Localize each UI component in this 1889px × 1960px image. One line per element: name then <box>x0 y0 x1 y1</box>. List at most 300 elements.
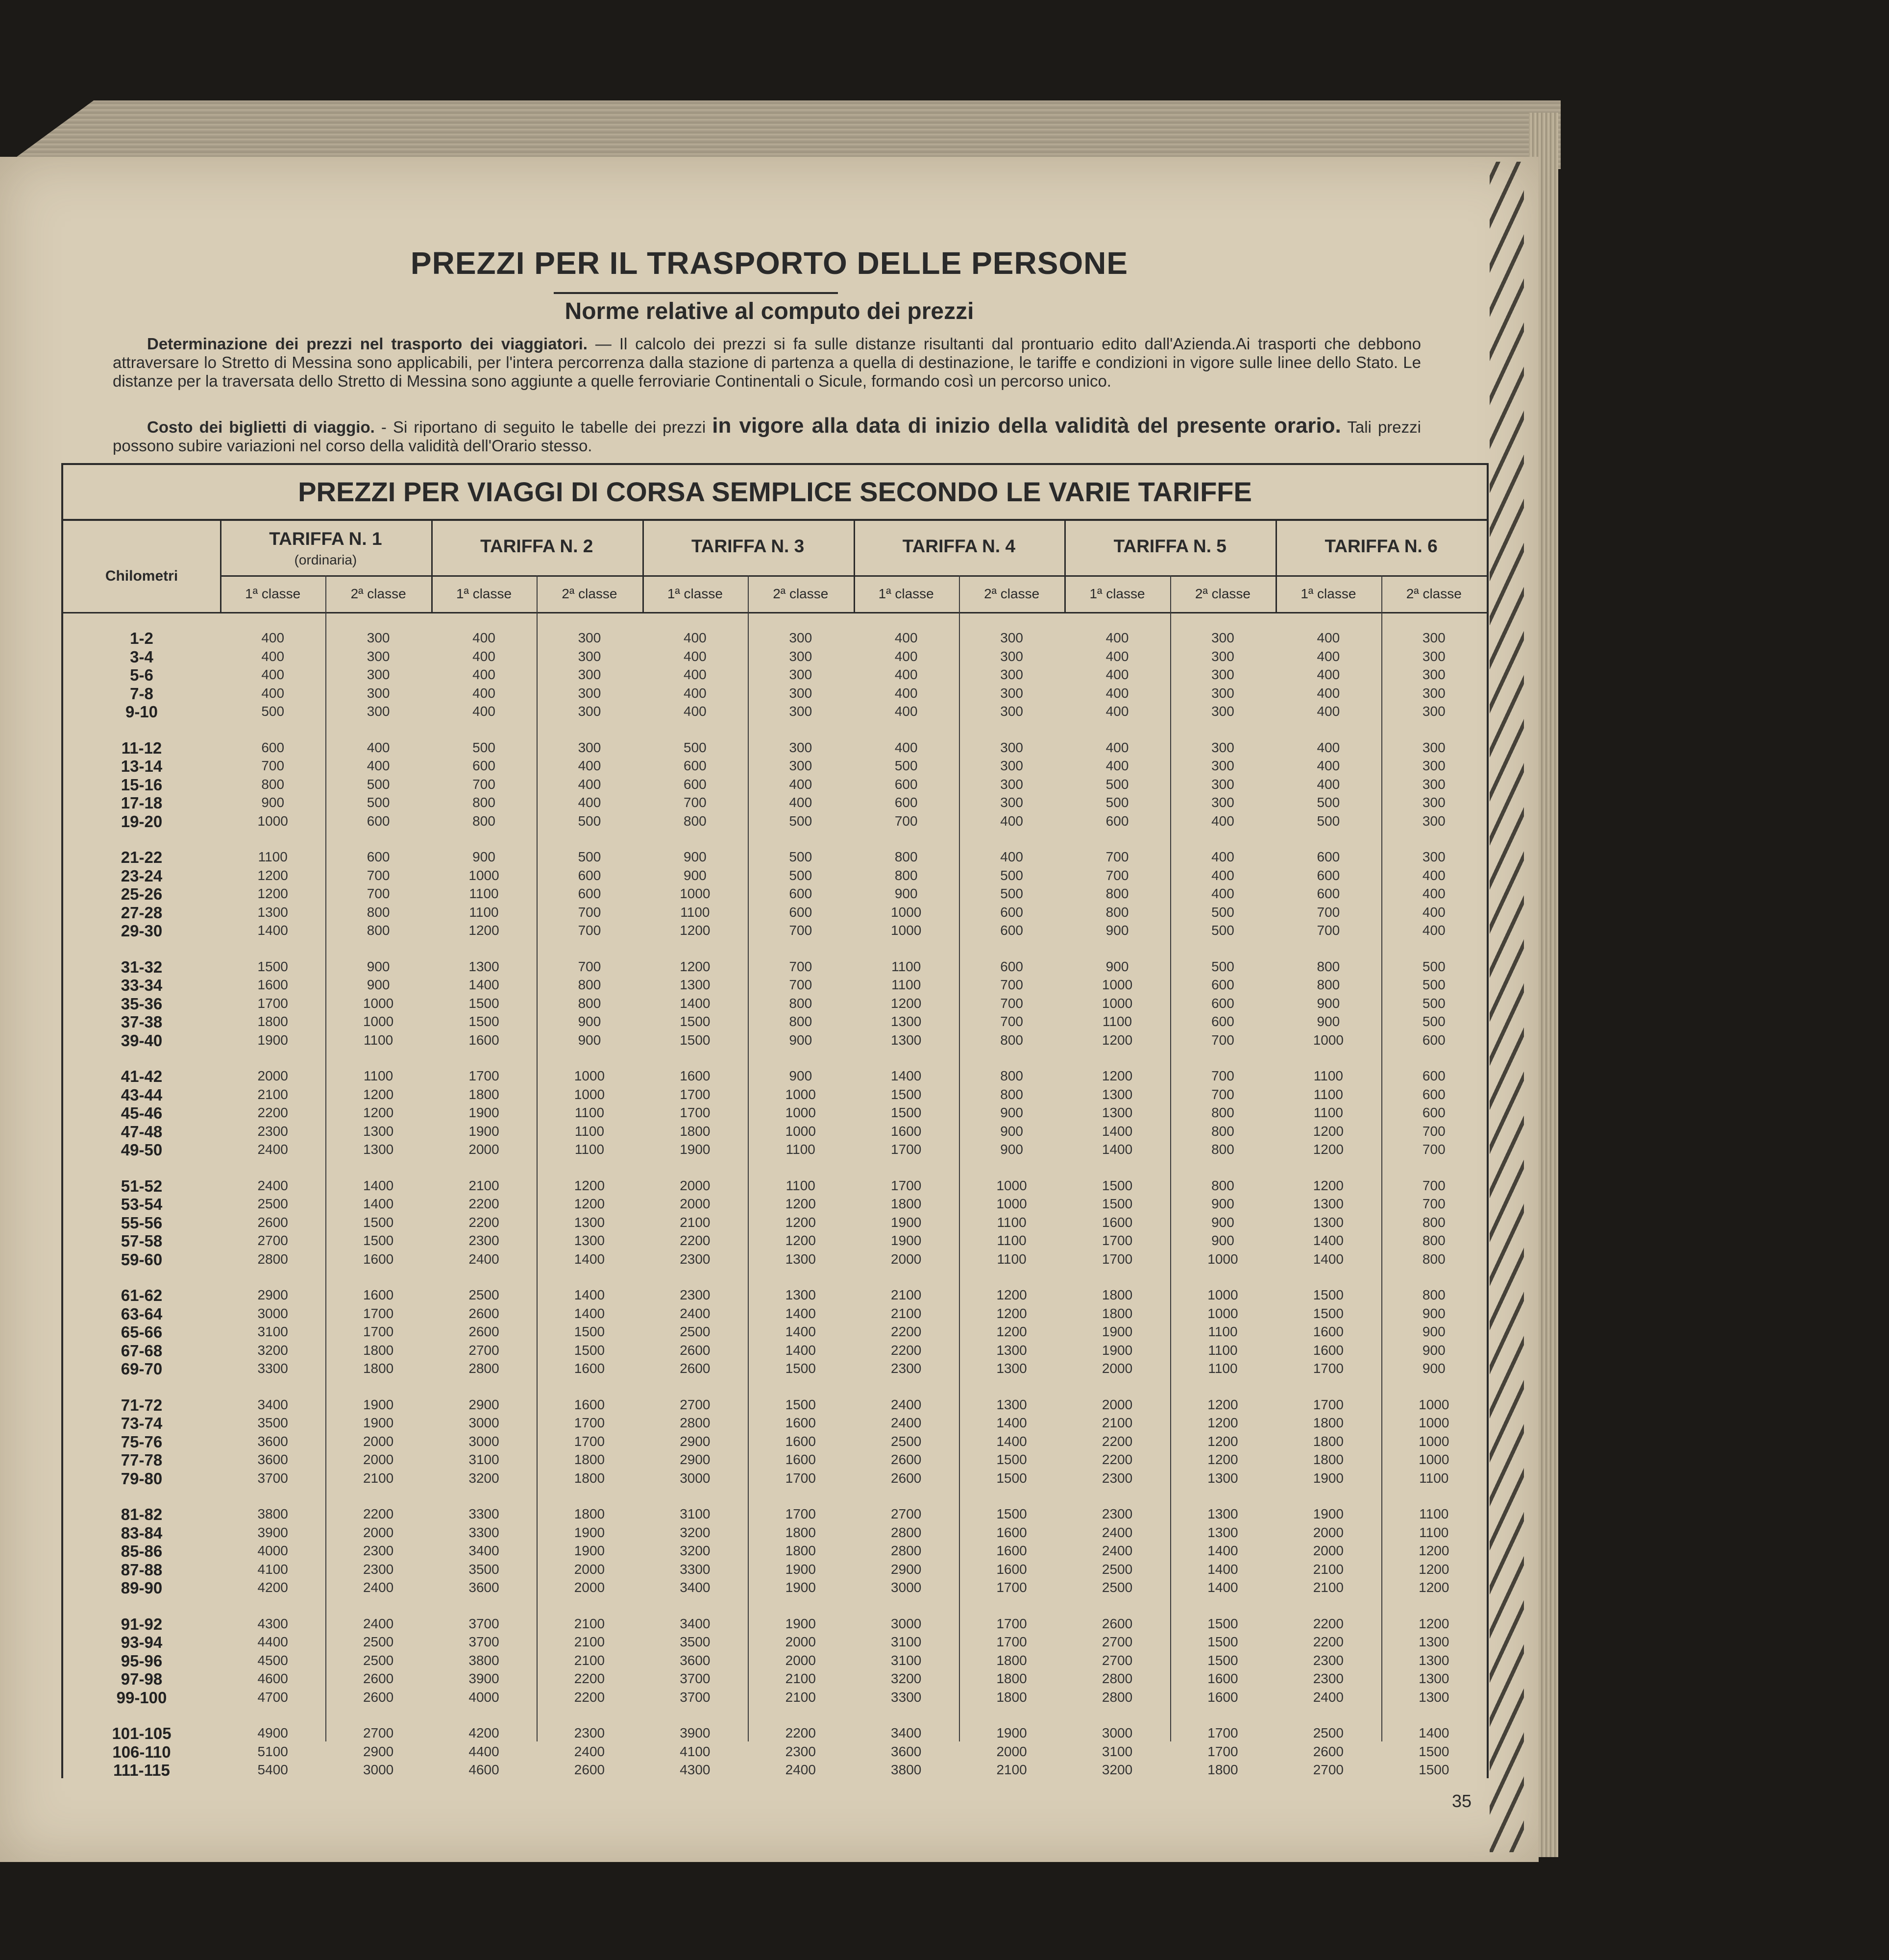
fare-cell: 1700 <box>891 1177 922 1193</box>
fare-cell: 2000 <box>1102 1396 1133 1412</box>
fare-cell: 2500 <box>363 1634 394 1649</box>
km-range: 93-94 <box>121 1633 163 1651</box>
fare-cell: 2300 <box>363 1561 394 1577</box>
fare-cell: 2600 <box>891 1452 922 1467</box>
fare-cell: 2000 <box>574 1561 605 1577</box>
fare-cell: 800 <box>1105 904 1129 920</box>
fare-cell: 1100 <box>364 1068 393 1083</box>
fare-cell: 1400 <box>1207 1580 1238 1595</box>
fare-cell: 800 <box>789 1014 812 1029</box>
fare-cell: 2300 <box>468 1233 499 1248</box>
fare-cell: 500 <box>472 739 495 755</box>
fare-cell: 2700 <box>1313 1762 1344 1777</box>
class-2-header: 2ª classe <box>773 586 829 601</box>
fare-cell: 1900 <box>891 1214 922 1230</box>
fare-cell: 400 <box>1422 923 1446 938</box>
fare-cell: 1300 <box>1419 1634 1449 1649</box>
fare-cell: 2600 <box>257 1214 288 1230</box>
fare-cell: 2200 <box>785 1725 816 1740</box>
km-range: 59-60 <box>121 1250 163 1269</box>
fare-cell: 1200 <box>996 1287 1027 1302</box>
fare-cell: 1600 <box>1102 1214 1133 1230</box>
fare-cell: 1900 <box>574 1543 605 1558</box>
fare-cell: 400 <box>684 667 707 682</box>
fare-cell: 1800 <box>574 1506 605 1521</box>
fare-cell: 1800 <box>1313 1452 1344 1467</box>
fare-cell: 500 <box>789 849 812 864</box>
fare-cell: 400 <box>1211 813 1234 829</box>
fare-cell: 1500 <box>363 1214 394 1230</box>
fare-cell: 1200 <box>1102 1068 1133 1083</box>
fare-cell: 600 <box>1422 1105 1446 1120</box>
paragraph-lead: Costo dei biglietti di viaggio. <box>147 418 375 436</box>
fare-cell: 1400 <box>1102 1142 1133 1157</box>
fare-cell: 1700 <box>996 1580 1027 1595</box>
fare-cell: 400 <box>1105 685 1129 701</box>
fare-cell: 1400 <box>1313 1233 1344 1248</box>
km-range: 65-66 <box>121 1323 163 1341</box>
fare-cell: 2200 <box>680 1233 711 1248</box>
fare-cell: 700 <box>472 776 495 792</box>
fare-cell: 1000 <box>785 1123 816 1139</box>
fare-cell: 3100 <box>891 1652 922 1668</box>
tariff-header: TARIFFA N. 6 <box>1325 536 1438 556</box>
fare-cell: 1300 <box>1207 1470 1238 1486</box>
fare-cell: 3300 <box>891 1689 922 1705</box>
fare-cell: 900 <box>894 886 918 901</box>
fare-cell: 2100 <box>468 1177 499 1193</box>
fare-cell: 800 <box>1422 1287 1446 1302</box>
fare-cell: 400 <box>472 667 495 682</box>
fare-cell: 600 <box>472 758 495 773</box>
fare-cell: 900 <box>367 958 390 974</box>
fare-cell: 700 <box>1000 977 1023 992</box>
km-range: 53-54 <box>121 1195 163 1213</box>
fare-cell: 1500 <box>1313 1305 1344 1321</box>
fare-cell: 300 <box>1422 685 1446 701</box>
km-range: 21-22 <box>121 848 163 866</box>
fare-cell: 400 <box>1317 758 1340 773</box>
fare-cell: 300 <box>1211 739 1234 755</box>
fare-cell: 1900 <box>891 1233 922 1248</box>
class-1-header: 1ª classe <box>245 586 301 601</box>
fare-cell: 300 <box>1000 630 1023 645</box>
fare-cell: 1300 <box>468 958 499 974</box>
fare-cell: 1000 <box>1419 1433 1449 1449</box>
fare-cell: 2300 <box>680 1251 711 1267</box>
header-rule <box>63 612 1487 613</box>
fare-cell: 2600 <box>574 1762 605 1777</box>
km-range: 43-44 <box>121 1085 163 1104</box>
fare-cell: 1800 <box>785 1543 816 1558</box>
fare-cell: 2500 <box>363 1652 394 1668</box>
fare-cell: 2000 <box>996 1743 1027 1759</box>
fare-cell: 1200 <box>785 1214 816 1230</box>
fare-cell: 2300 <box>891 1361 922 1376</box>
fare-cell: 3400 <box>680 1616 711 1631</box>
fare-cell: 3400 <box>891 1725 922 1740</box>
fare-cell: 300 <box>1422 648 1446 664</box>
fare-cell: 1600 <box>468 1032 499 1048</box>
km-range: 51-52 <box>121 1176 163 1195</box>
fare-cell: 900 <box>578 1014 601 1029</box>
fare-cell: 3400 <box>468 1543 499 1558</box>
fare-cell: 1200 <box>1419 1561 1449 1577</box>
fare-cell: 300 <box>1211 667 1234 682</box>
fare-cell: 2400 <box>574 1743 605 1759</box>
fare-cell: 1400 <box>257 923 288 938</box>
fare-cell: 1100 <box>1208 1342 1238 1358</box>
km-range: 81-82 <box>121 1505 163 1523</box>
fare-cell: 2600 <box>363 1671 394 1686</box>
fare-cell: 1100 <box>574 1123 605 1139</box>
fare-cell: 2100 <box>257 1086 288 1102</box>
fare-cell: 1000 <box>363 1014 394 1029</box>
fare-cell: 1700 <box>680 1105 711 1120</box>
fare-cell: 3100 <box>468 1452 499 1467</box>
fare-cell: 700 <box>1422 1142 1446 1157</box>
fare-cell: 1000 <box>1207 1251 1238 1267</box>
fare-cell: 2700 <box>680 1396 711 1412</box>
fare-cell: 1300 <box>891 1032 922 1048</box>
fare-cell: 1000 <box>1207 1287 1238 1302</box>
fare-cell: 1500 <box>1207 1652 1238 1668</box>
fare-cell: 1000 <box>468 867 499 883</box>
fare-cell: 800 <box>578 977 601 992</box>
fare-cell: 3800 <box>468 1652 499 1668</box>
fare-cell: 1100 <box>1313 1068 1343 1083</box>
fare-cell: 300 <box>1422 630 1446 645</box>
fare-cell: 1800 <box>468 1086 499 1102</box>
fare-cell: 2600 <box>363 1689 394 1705</box>
fare-cell: 600 <box>1317 867 1340 883</box>
km-range: 19-20 <box>121 812 163 831</box>
fare-cell: 700 <box>1422 1177 1446 1193</box>
fare-cell: 600 <box>1211 995 1234 1011</box>
fare-cell: 1500 <box>574 1324 605 1339</box>
fare-cell: 900 <box>1000 1142 1023 1157</box>
km-range: 57-58 <box>121 1232 163 1250</box>
fare-cell: 1100 <box>469 886 499 901</box>
fare-cell: 1300 <box>785 1251 816 1267</box>
fare-cell: 2400 <box>680 1305 711 1321</box>
fare-cell: 2100 <box>363 1470 394 1486</box>
fare-cell: 1700 <box>1207 1725 1238 1740</box>
fare-cell: 1600 <box>996 1543 1027 1558</box>
fare-cell: 1200 <box>574 1177 605 1193</box>
fare-cell: 1100 <box>574 1142 605 1157</box>
km-range: 17-18 <box>121 794 163 812</box>
fare-cell: 300 <box>1422 704 1446 719</box>
fare-cell: 1600 <box>1207 1689 1238 1705</box>
column-rule <box>854 521 855 612</box>
fare-cell: 1300 <box>1313 1196 1344 1211</box>
fare-cell: 1200 <box>680 958 711 974</box>
fare-cell: 900 <box>684 867 707 883</box>
fare-cell: 1400 <box>996 1415 1027 1430</box>
fare-cell: 1700 <box>996 1634 1027 1649</box>
fare-cell: 300 <box>789 758 812 773</box>
fare-cell: 300 <box>1211 795 1234 810</box>
fare-cell: 2400 <box>363 1580 394 1595</box>
fare-cell: 1200 <box>1313 1123 1344 1139</box>
fare-cell: 500 <box>367 795 390 810</box>
km-range: 39-40 <box>121 1031 163 1050</box>
fare-cell: 1000 <box>1419 1415 1449 1430</box>
fare-cell: 1700 <box>1313 1361 1344 1376</box>
fare-cell: 300 <box>1211 648 1234 664</box>
fare-cell: 2100 <box>891 1287 922 1302</box>
fare-cell: 1200 <box>257 886 288 901</box>
fare-cell: 2400 <box>1102 1543 1133 1558</box>
fare-cell: 3000 <box>891 1616 922 1631</box>
fare-cell: 4100 <box>257 1561 288 1577</box>
fare-cell: 1400 <box>574 1251 605 1267</box>
fare-cell: 300 <box>1000 648 1023 664</box>
fare-cell: 1500 <box>1313 1287 1344 1302</box>
fare-cell: 2600 <box>468 1305 499 1321</box>
fare-cell: 800 <box>684 813 707 829</box>
km-range: 83-84 <box>121 1523 163 1542</box>
fare-cell: 2300 <box>1102 1470 1133 1486</box>
fare-cell: 2900 <box>680 1452 711 1467</box>
fare-cell: 1600 <box>785 1415 816 1430</box>
fare-cell: 1500 <box>468 995 499 1011</box>
fare-cell: 500 <box>367 776 390 792</box>
column-rule <box>642 521 644 612</box>
fare-cell: 1900 <box>785 1580 816 1595</box>
fare-cell: 800 <box>1317 958 1340 974</box>
fare-cell: 3400 <box>680 1580 711 1595</box>
fare-cell: 1300 <box>1313 1214 1344 1230</box>
fare-cell: 1400 <box>785 1305 816 1321</box>
fare-cell: 300 <box>1422 813 1446 829</box>
fare-cell: 1300 <box>363 1142 394 1157</box>
fare-cell: 2000 <box>785 1652 816 1668</box>
fare-cell: 3200 <box>891 1671 922 1686</box>
fare-cell: 2100 <box>574 1616 605 1631</box>
fare-cell: 400 <box>894 685 918 701</box>
fare-cell: 1100 <box>258 849 288 864</box>
fare-cell: 1500 <box>680 1014 711 1029</box>
fare-cell: 1300 <box>1207 1524 1238 1540</box>
fare-cell: 1600 <box>785 1433 816 1449</box>
fare-cell: 1700 <box>1102 1251 1133 1267</box>
fare-cell: 1000 <box>1419 1452 1449 1467</box>
fare-cell: 500 <box>789 867 812 883</box>
fare-cell: 400 <box>472 704 495 719</box>
fare-cell: 2100 <box>1102 1415 1133 1430</box>
fare-cell: 1200 <box>363 1086 394 1102</box>
fare-cell: 1500 <box>785 1396 816 1412</box>
fare-cell: 3000 <box>468 1433 499 1449</box>
fare-cell: 1300 <box>574 1214 605 1230</box>
fare-cell: 1000 <box>996 1177 1027 1193</box>
fare-cell: 1100 <box>1419 1470 1449 1486</box>
fare-cell: 700 <box>789 923 812 938</box>
fare-cell: 3600 <box>468 1580 499 1595</box>
km-range: 73-74 <box>121 1414 163 1432</box>
fare-cell: 3600 <box>680 1652 711 1668</box>
fare-cell: 3300 <box>680 1561 711 1577</box>
fare-cell: 2200 <box>1102 1433 1133 1449</box>
fare-cell: 600 <box>1105 813 1129 829</box>
fare-cell: 300 <box>1000 795 1023 810</box>
fare-cell: 2900 <box>680 1433 711 1449</box>
fare-cell: 1400 <box>574 1305 605 1321</box>
fare-cell: 500 <box>1422 958 1446 974</box>
fare-cell: 4900 <box>257 1725 288 1740</box>
fare-cell: 1700 <box>1313 1396 1344 1412</box>
fare-cell: 3600 <box>891 1743 922 1759</box>
fare-cell: 700 <box>261 758 285 773</box>
fare-cell: 4400 <box>468 1743 499 1759</box>
fare-cell: 2500 <box>1102 1580 1133 1595</box>
fare-cell: 900 <box>1000 1105 1023 1120</box>
fare-cell: 3700 <box>468 1616 499 1631</box>
fare-cell: 1800 <box>363 1342 394 1358</box>
km-range: 55-56 <box>121 1213 163 1232</box>
fare-cell: 1900 <box>1102 1342 1133 1358</box>
fare-cell: 900 <box>1422 1324 1446 1339</box>
fare-cell: 900 <box>1422 1361 1446 1376</box>
fare-cell: 2500 <box>1102 1561 1133 1577</box>
fare-cell: 1500 <box>1102 1177 1133 1193</box>
fare-cell: 1800 <box>891 1196 922 1211</box>
fare-cell: 1700 <box>785 1470 816 1486</box>
fare-cell: 400 <box>578 776 601 792</box>
km-range: 71-72 <box>121 1396 163 1414</box>
fare-cell: 2200 <box>257 1105 288 1120</box>
km-range: 61-62 <box>121 1286 163 1304</box>
fare-cell: 2400 <box>891 1396 922 1412</box>
fare-cell: 2400 <box>257 1177 288 1193</box>
fare-cell: 1200 <box>785 1196 816 1211</box>
fare-cell: 1500 <box>996 1452 1027 1467</box>
fare-cell: 600 <box>1422 1086 1446 1102</box>
fare-cell: 800 <box>367 923 390 938</box>
fare-cell: 800 <box>1000 1032 1023 1048</box>
fare-cell: 300 <box>1000 758 1023 773</box>
fare-cell: 2600 <box>680 1361 711 1376</box>
fare-cell: 1700 <box>891 1142 922 1157</box>
fare-cell: 400 <box>894 704 918 719</box>
fare-cell: 2700 <box>363 1725 394 1740</box>
fare-cell: 700 <box>1211 1086 1234 1102</box>
paragraph-lead: Determinazione dei prezzi nel trasporto dei viaggiatori. <box>147 335 588 353</box>
fare-cell: 1900 <box>1313 1470 1344 1486</box>
class-2-header: 2ª classe <box>562 586 617 601</box>
fare-cell: 3000 <box>680 1470 711 1486</box>
fare-cell: 1300 <box>1419 1671 1449 1686</box>
fare-cell: 600 <box>578 886 601 901</box>
fare-cell: 2300 <box>574 1725 605 1740</box>
fare-cell: 400 <box>1317 739 1340 755</box>
fare-cell: 400 <box>894 739 918 755</box>
fare-cell: 1300 <box>1419 1652 1449 1668</box>
fare-cell: 2500 <box>891 1433 922 1449</box>
fare-cell: 2400 <box>257 1142 288 1157</box>
km-range: 23-24 <box>121 866 163 885</box>
fare-cell: 3100 <box>891 1634 922 1649</box>
fare-cell: 800 <box>1211 1142 1234 1157</box>
fare-cell: 1800 <box>257 1014 288 1029</box>
km-range: 31-32 <box>121 957 163 976</box>
fare-cell: 900 <box>578 1032 601 1048</box>
fare-cell: 500 <box>894 758 918 773</box>
fare-cell: 1800 <box>1102 1287 1133 1302</box>
fare-cell: 2300 <box>363 1543 394 1558</box>
fare-cell: 5400 <box>257 1762 288 1777</box>
km-range: 27-28 <box>121 903 163 922</box>
fare-cell: 1000 <box>574 1068 605 1083</box>
fare-cell: 2100 <box>785 1689 816 1705</box>
fare-cell: 1300 <box>996 1361 1027 1376</box>
fare-cell: 2400 <box>363 1616 394 1631</box>
km-column-header: Chilometri <box>105 568 178 584</box>
fare-cell: 300 <box>1211 776 1234 792</box>
km-range: 89-90 <box>121 1579 163 1597</box>
fare-cell: 2000 <box>363 1452 394 1467</box>
km-range: 79-80 <box>121 1469 163 1488</box>
fare-cell: 3000 <box>363 1762 394 1777</box>
fare-cell: 1600 <box>996 1524 1027 1540</box>
fare-cell: 1200 <box>1419 1543 1449 1558</box>
paragraph-body: - Si riportano di seguito le tabelle dei prezzi <box>374 418 712 436</box>
column-rule <box>1064 521 1066 612</box>
page-edge-hatching <box>1490 162 1524 1852</box>
fare-cell: 400 <box>684 704 707 719</box>
fare-cell: 2900 <box>891 1561 922 1577</box>
page-title: PREZZI PER IL TRASPORTO DELLE PERSONE <box>410 245 1128 281</box>
fare-cell: 600 <box>894 776 918 792</box>
fare-cell: 2100 <box>996 1762 1027 1777</box>
fare-cell: 1400 <box>1102 1123 1133 1139</box>
fare-cell: 1800 <box>996 1671 1027 1686</box>
fare-cell: 1900 <box>785 1561 816 1577</box>
fare-cell: 1300 <box>1102 1105 1133 1120</box>
fare-cell: 1900 <box>1102 1324 1133 1339</box>
fare-cell: 1000 <box>1313 1032 1344 1048</box>
fare-cell: 500 <box>1105 795 1129 810</box>
fare-cell: 600 <box>1000 923 1023 938</box>
fare-cell: 700 <box>578 923 601 938</box>
fare-cell: 2900 <box>363 1743 394 1759</box>
fare-cell: 3100 <box>680 1506 711 1521</box>
fare-cell: 2300 <box>1313 1671 1344 1686</box>
fare-cell: 1100 <box>1102 1014 1132 1029</box>
fare-cell: 700 <box>578 904 601 920</box>
fare-cell: 800 <box>1422 1251 1446 1267</box>
fare-cell: 1200 <box>1207 1452 1238 1467</box>
fare-cell: 300 <box>367 648 390 664</box>
paragraph-costo <box>113 416 1421 455</box>
fare-cell: 2600 <box>680 1342 711 1358</box>
fare-cell: 2000 <box>891 1251 922 1267</box>
fare-cell: 1000 <box>891 904 922 920</box>
fare-cell: 600 <box>894 795 918 810</box>
fare-cell: 900 <box>367 977 390 992</box>
km-range: 67-68 <box>121 1341 163 1360</box>
km-range: 47-48 <box>121 1122 163 1141</box>
fare-cell: 1100 <box>364 1032 393 1048</box>
paragraph-body: Tali prezzi possono subire variazioni nel corso della validità dell'Orario stesso. <box>113 418 1421 455</box>
fare-cell: 1200 <box>1207 1433 1238 1449</box>
fare-cell: 1600 <box>1313 1324 1344 1339</box>
fare-cell: 3900 <box>257 1524 288 1540</box>
fare-cell: 900 <box>789 1032 812 1048</box>
fare-cell: 800 <box>578 995 601 1011</box>
